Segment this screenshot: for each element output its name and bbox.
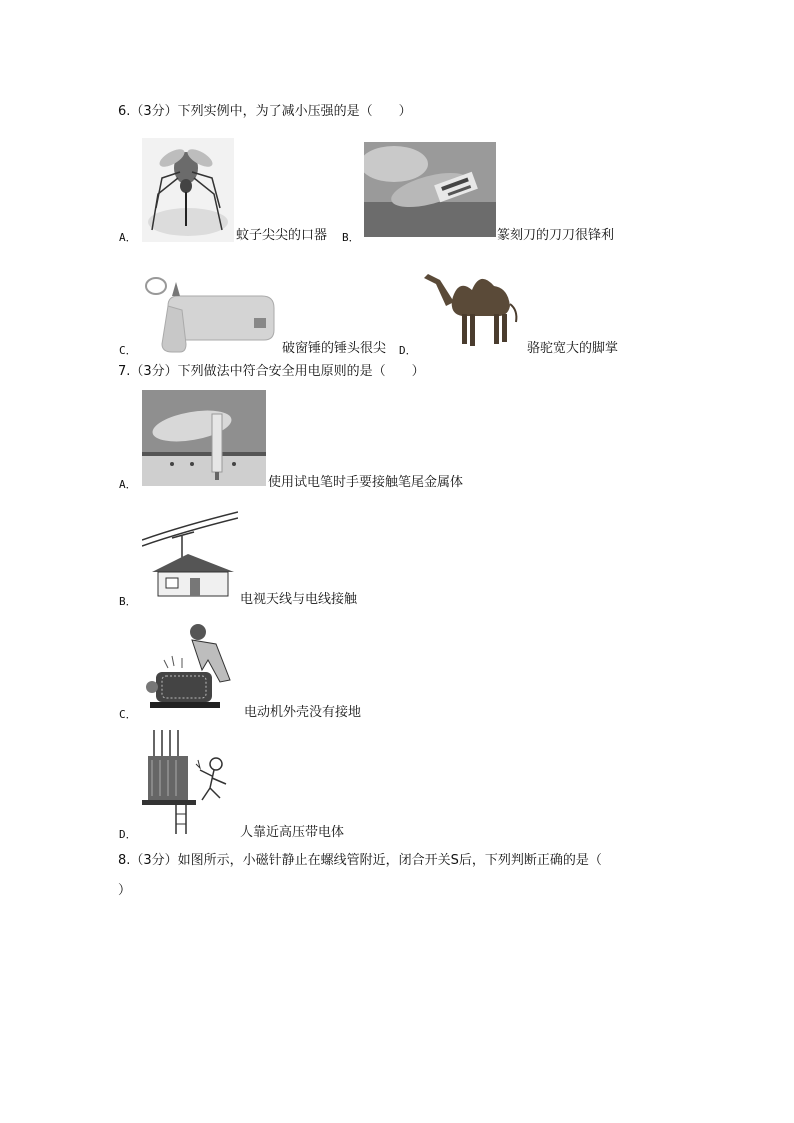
motor-worker-image [142,620,238,714]
option-7b-letter: B． [119,595,137,608]
option-7c-letter: C． [119,708,137,721]
test-pen-image [142,390,266,486]
option-6a-letter: A． [119,231,137,244]
option-6a-text: 蚊子尖尖的口器 [236,228,328,243]
safety-hammer-image [142,270,280,356]
option-6d-letter: D． [399,344,417,357]
option-6c-letter: C． [119,344,137,357]
option-6b-letter: B． [342,231,360,244]
question-7-stem: 7.（3分）下列做法中符合安全用电原则的是（ ） [118,364,425,379]
antenna-wire-image [142,506,238,598]
option-7d-letter: D． [119,828,137,841]
option-7a-text: 使用试电笔时手要接触笔尾金属体 [268,475,464,490]
option-6c-text: 破窗锤的锤头很尖 [282,341,387,356]
option-7d-text: 人靠近高压带电体 [240,825,345,840]
option-7a-letter: A． [119,478,137,491]
option-7c-text: 电动机外壳没有接地 [244,705,362,720]
question-8-stem-cont: ） [118,883,132,898]
high-voltage-image [142,730,238,834]
option-6b-text: 篆刻刀的刀刀很锋利 [497,228,615,243]
option-6d-text: 骆驼宽大的脚掌 [527,341,619,356]
option-7b-text: 电视天线与电线接触 [240,592,358,607]
camel-image [418,260,526,352]
question-6-stem: 6.（3分）下列实例中，为了减小压强的是（ ） [118,104,412,119]
carving-knife-image [364,142,496,237]
question-8-stem: 8.（3分）如图所示，小磁针静止在螺线管附近，闭合开关S后，下列判断正确的是（ [118,853,602,868]
mosquito-image [142,138,234,242]
